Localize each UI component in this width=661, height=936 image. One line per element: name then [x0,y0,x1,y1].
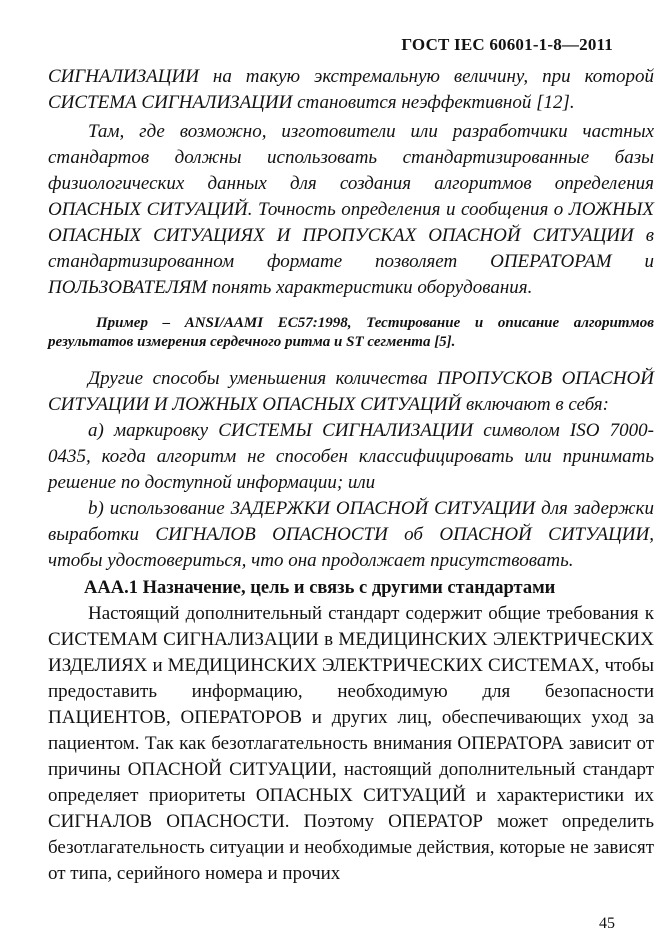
body-paragraph: Настоящий дополнительный стандарт содержит общие требования к СИСТЕМАМ СИГНАЛИЗАЦИИ в МЕДИЦИНСКИХ ЭЛЕКТРИЧЕСКИХ ИЗДЕЛИЯХ и МЕДИЦИНСКИХ ЭЛЕКТРИЧЕСКИХ СИСТЕМАХ, чтобы предоставить информацию, необходимую для безопасности ПАЦИЕНТОВ, ОПЕРАТОРОВ и других лиц, обеспечивающих уход за пациентом. Так как безотлагательность внимания ОПЕРАТОРА зависит от причины ОПАСНОЙ СИТУАЦИИ, настоящий дополнительный стандарт определяет приоритеты ОПАСНЫХ СИТУАЦИЙ и характеристики их СИГНАЛОВ ОПАСНОСТИ. Поэтому ОПЕРАТОР может определить безотлагательность ситуации и необходимые действия, которые не зависят от типа, серийного номера и прочих [48,603,654,884]
list-item-a: a) маркировку СИСТЕМЫ СИГНАЛИЗАЦИИ символом ISO 7000-0435, когда алгоритм не способен классифицировать или принимать решение по доступной информации; или [48,420,654,493]
list-item-b: b) использование ЗАДЕРЖКИ ОПАСНОЙ СИТУАЦИИ для задержки выработки СИГНАЛОВ ОПАСНОСТИ об ОПАСНОЙ СИТУАЦИИ, чтобы удостовериться, что она продолжает присутствовать. [48,498,654,571]
running-header: ГОСТ IEC 60601-1-8—2011 [401,35,613,54]
page-number: 45 [599,915,615,932]
body-paragraph: Там, где возможно, изготовители или разработчики частных стандартов должны использовать стандартизированные базы физиологических данных для создания алгоритмов определения ОПАСНЫХ СИТУАЦИЙ. Точность определения и сообщения о ЛОЖНЫХ ОПАСНЫХ СИТУАЦИЯХ И ПРОПУСКАХ ОПАСНОЙ СИТУАЦИИ в стандартизированном формате позволяет ОПЕРАТОРАМ и ПОЛЬЗОВАТЕЛЯМ понять характеристики оборудования. [48,121,654,298]
section-heading: ААА.1 Назначение, цель и связь с другими стандартами [84,578,556,598]
example-paragraph: Пример – ANSI/AAMI EC57:1998, Тестирование и описание алгоритмов результатов измерения сердечного ритма и ST сегмента [5]. [48,315,654,350]
body-paragraph: Другие способы уменьшения количества ПРОПУСКОВ ОПАСНОЙ СИТУАЦИИ И ЛОЖНЫХ ОПАСНЫХ СИТУАЦИЙ включают в себя: [48,368,654,415]
body-paragraph-continuation: СИГНАЛИЗАЦИИ на такую экстремальную величину, при которой СИСТЕМА СИГНАЛИЗАЦИИ становится неэффективной [12]. [48,66,654,113]
